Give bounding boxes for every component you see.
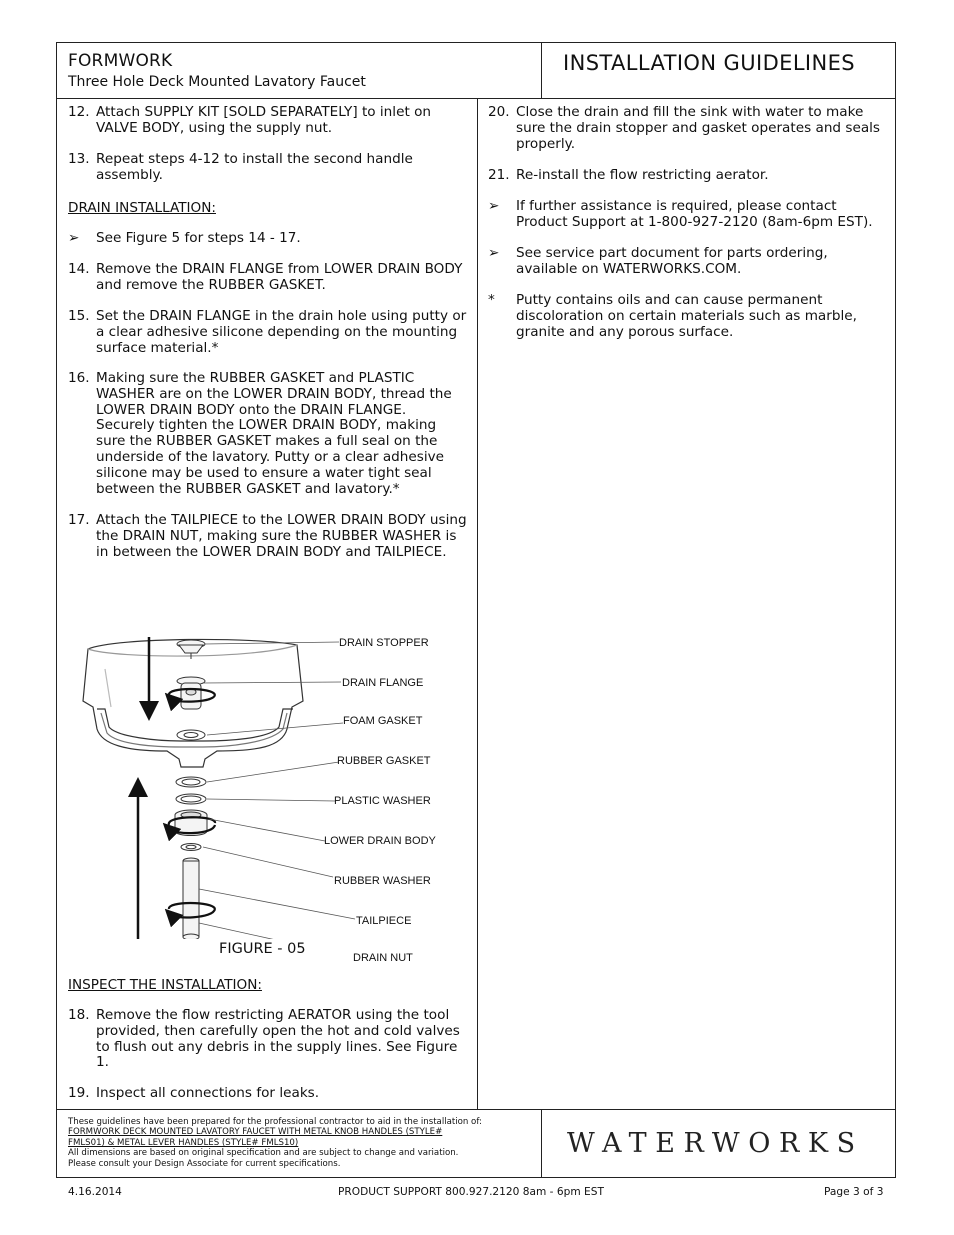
brand-name: FORMWORK: [68, 51, 173, 71]
label-plastic-washer: PLASTIC WASHER: [334, 795, 431, 807]
footer-box: [57, 1109, 895, 1178]
label-rubber-gasket: RUBBER GASKET: [337, 755, 431, 767]
product-line-2: FMLS01) & METAL LEVER HANDLES (STYLE# FMLS10): [68, 1137, 299, 1148]
left-column: 12. Attach SUPPLY KIT [SOLD SEPARATELY] to inlet on VALVE BODY, using the supply nut. 13. Repeat steps 4-12 to install the second handle assembly. DRAIN INSTALLATION: ➢ See Figure 5 for steps 14 - 17. 14. Remove the DRAIN FLANGE from LOWER DRAIN BODY and remove the RUBBER GASKET. 15. Set the DRAIN FLANGE in the drain hole using putty or a clear adhesive silicone depending on the mounting surface material.* 16. Making sure the RUBBER GASKET and PLASTIC WASHER are on the LOWER DRAIN BODY, thread the LOWER DRAIN BODY onto the DRAIN FLANGE. Securely tighten the LOWER DRAIN BODY, making sure the RUBBER GASKET makes a full seal on the underside of the lavatory. Putty or a clear adhesive silicone may be used to ensure a water tight seal between the RUBBER GASKET and lavatory.* 17. Attach the TAILPIECE to the LOWER DRAIN BODY using the DRAIN NUT, making sure the RUBBER WASHER is in between the LOWER DRAIN BODY and TAILPIECE. DRAIN STOPPER DRAIN FLANGE FOAM GASKET RUBBER GASKET PLASTIC WASHER LOWER DRAIN BODY RUBBER WASHER TAILPIECE DRAIN NUT FIGURE - 05 INSPECT THE INSTALLATION: 18. Remove the flow restricting AERATOR using the tool provided, then carefully open the hot and cold valves to flush out any debris in the supply lines. See Figure 1. 19. Inspect all connections for leaks.: [57, 99, 478, 1109]
waterworks-logo: WATERWORKS: [567, 1128, 864, 1159]
footer-support: PRODUCT SUPPORT 800.927.2120 8am - 6pm EST: [338, 1186, 604, 1198]
figure-caption: FIGURE - 05: [219, 941, 306, 957]
page-frame: [56, 42, 896, 1178]
header-left: [57, 43, 542, 99]
drain-installation-heading: DRAIN INSTALLATION:: [68, 200, 216, 216]
disclaimer-intro: These guidelines have been prepared for the professional contractor to aid in the installation of:: [68, 1117, 482, 1127]
page-title: INSTALLATION GUIDELINES: [563, 51, 856, 75]
foam-gasket-part: [177, 730, 205, 740]
footer-page-number: Page 3 of 3: [824, 1186, 884, 1198]
note-line-2: Please consult your Design Associate for current specifications.: [68, 1158, 341, 1169]
label-lower-drain-body: LOWER DRAIN BODY: [324, 835, 436, 847]
label-tailpiece: TAILPIECE: [356, 915, 412, 927]
note-line-1: All dimensions are based on original specification and are subject to change and variation.: [68, 1148, 459, 1159]
label-drain-nut: DRAIN NUT: [353, 952, 413, 964]
rubber-washer-part: [181, 844, 201, 851]
product-subtitle: Three Hole Deck Mounted Lavatory Faucet: [68, 74, 366, 90]
label-drain-stopper: DRAIN STOPPER: [339, 637, 429, 649]
label-foam-gasket: FOAM GASKET: [343, 715, 423, 727]
product-line-1: FORMWORK DECK MOUNTED LAVATORY FAUCET WITH METAL KNOB HANDLES (STYLE#: [68, 1127, 443, 1138]
header-right: [542, 43, 895, 99]
drain-flange-part: [177, 677, 205, 709]
footer-date: 4.16.2014: [68, 1186, 122, 1198]
drain-nut-label-wrap: [347, 947, 457, 967]
right-column: 20. Close the drain and fill the sink with water to make sure the drain stopper and gasket operates and seals properly. 21. Re-install the flow restricting aerator. ➢ If further assistance is required, please contact Product Support at 1-800-927-2120 (8am-6pm EST). ➢ See service part document for parts ordering, available on WATERWORKS.COM. * Putty contains oils and can cause permanent discoloration on certain materials such as marble, granite and any porous surface.: [488, 104, 881, 340]
tailpiece-part: [183, 858, 199, 939]
label-drain-flange: DRAIN FLANGE: [342, 677, 424, 689]
label-rubber-washer: RUBBER WASHER: [334, 875, 431, 887]
inspect-installation-heading: INSPECT THE INSTALLATION:: [68, 977, 262, 993]
footer-disclaimer: [57, 1110, 542, 1178]
drain-exploded-diagram: [57, 629, 477, 939]
